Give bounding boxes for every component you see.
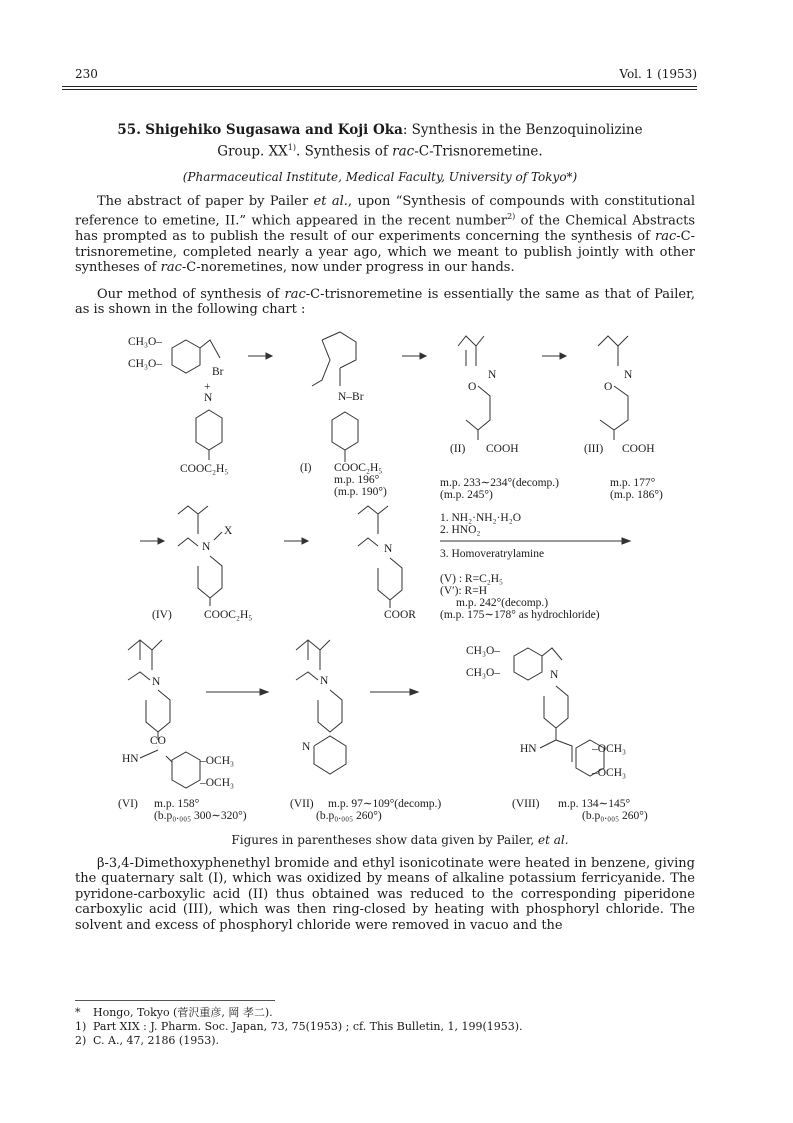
compound-VII-structure bbox=[290, 640, 441, 822]
compound-III-mp: m.p. 177° bbox=[610, 477, 656, 489]
compound-VI-label: (VI) bbox=[118, 798, 138, 810]
volume-label: Vol. 1 (1953) bbox=[619, 67, 697, 81]
compound-IV-structure bbox=[152, 506, 252, 621]
compound-V2-def: (V′): R=H bbox=[440, 585, 488, 597]
step-2: 2. HNO₂ bbox=[440, 524, 481, 536]
p1-c: of the Chemical Abstracts has prompted as to publish the result of our experiments concerning the synthesis of bbox=[75, 213, 696, 245]
compound-VIII-och3-2: –OCH₃ bbox=[592, 767, 627, 779]
compound-III-label: (III) bbox=[584, 443, 604, 455]
compound-II-structure bbox=[440, 336, 559, 501]
pyridine-n: N bbox=[204, 392, 213, 404]
footnote-text-2: C. A., 47, 2186 (1953). bbox=[93, 1034, 220, 1047]
affiliation: (Pharmaceutical Institute, Medical Faculty, University of Tokyo*) bbox=[182, 170, 578, 184]
compound-IV-x: X bbox=[224, 525, 233, 537]
footnote-1 bbox=[75, 1020, 715, 1034]
p1-a: The abstract of paper by Pailer bbox=[97, 194, 314, 209]
compound-VI-mp: m.p. 158° bbox=[154, 798, 200, 810]
compound-VI-hn: HN bbox=[122, 753, 139, 765]
paragraph-3: β-3,4-Dimethoxyphenethyl bromide and ethyl isonicotinate were heated in benzene, giving the quaternary salt (I), which was oxidized by means of alkaline potassium ferricyanide. The pyridone-carboxylic acid (II) thus obtained was reduced to the corresponding piperidone carboxylic acid (III), which was then ring-closed by heating with phosphoryl chloride. The solvent and excess of phosphoryl chloride were removed in vacuo and the bbox=[75, 856, 695, 933]
compound-II-o: O bbox=[468, 381, 477, 393]
footnote-mark-star: * bbox=[75, 1006, 81, 1019]
p2-rac: rac bbox=[284, 287, 306, 302]
ch3o-label-1: CH₃O– bbox=[128, 336, 163, 348]
footnote-2 bbox=[75, 1034, 715, 1048]
compound-III-n: N bbox=[624, 369, 633, 381]
footnote-text-1: Part XIX : J. Pharm. Soc. Japan, 73, 75(1953) ; cf. This Bulletin, 1, 199(1953). bbox=[93, 1020, 523, 1033]
authors: Shigehiko Sugasawa and Koji Oka bbox=[145, 122, 403, 138]
compound-I-mp: m.p. 196° bbox=[334, 474, 380, 486]
footnote-rule bbox=[75, 1000, 275, 1001]
title-text-2: Group. XX bbox=[217, 143, 288, 160]
compound-VIII-ch3o-1: CH₃O– bbox=[466, 645, 501, 657]
compound-VII-bp: (b.p₀.₀₀₅ 260°) bbox=[316, 810, 382, 822]
step-3: 3. Homoveratrylamine bbox=[440, 548, 545, 560]
compound-IV-n: N bbox=[202, 541, 211, 553]
ref-1-sup: 1) bbox=[287, 143, 297, 152]
starting-bromide-structure bbox=[128, 336, 224, 378]
compound-II-label: (II) bbox=[450, 443, 466, 455]
article-number: 55. bbox=[117, 122, 141, 138]
compound-V-coor: COOR bbox=[384, 609, 416, 621]
compound-VI-structure bbox=[118, 640, 247, 822]
starting-ester-label: COOC₂H₅ bbox=[180, 463, 229, 475]
caption-text: Figures in parentheses show data given by Pailer, bbox=[231, 833, 539, 847]
br-label: Br bbox=[212, 366, 224, 378]
compound-I-lit: (m.p. 190°) bbox=[334, 486, 387, 498]
compound-IV-ester: COOC₂H₅ bbox=[204, 609, 253, 621]
compound-I-n-br: N–Br bbox=[338, 391, 364, 403]
compound-III-acid: COOH bbox=[622, 443, 655, 455]
title-text-4: -C-Trisnoremetine. bbox=[414, 143, 543, 160]
compound-V-lit: (m.p. 175∼178° as hydrochloride) bbox=[440, 609, 600, 621]
step-1: 1. NH₂·NH₂·H₂O bbox=[440, 512, 522, 524]
page-number: 230 bbox=[75, 67, 98, 81]
footnote-mark-1: 1) bbox=[75, 1020, 87, 1033]
title-rac: rac bbox=[392, 143, 415, 160]
compound-II-mp: m.p. 233∼234°(decomp.) bbox=[440, 477, 559, 489]
footnote-mark-2: 2) bbox=[75, 1034, 87, 1047]
ref-2-sup: 2) bbox=[507, 212, 516, 222]
plus-sign: + bbox=[204, 381, 211, 393]
p1-etal: et al. bbox=[313, 194, 348, 209]
compound-I-structure bbox=[300, 332, 387, 498]
ch3o-label-2: CH₃O– bbox=[128, 358, 163, 370]
compound-VIII-n: N bbox=[550, 669, 559, 681]
compound-III-structure bbox=[584, 336, 663, 501]
compound-VI-n: N bbox=[152, 676, 161, 688]
caption-etal: et al. bbox=[538, 833, 569, 847]
compound-VIII-och3-1: –OCH₃ bbox=[592, 743, 627, 755]
compound-VII-n2: N bbox=[302, 741, 311, 753]
compound-VIII-label: (VIII) bbox=[512, 798, 540, 810]
p1-rac-2: rac bbox=[160, 259, 182, 275]
compound-VIII-ch3o-2: CH₃O– bbox=[466, 667, 501, 679]
compound-III-o: O bbox=[604, 381, 613, 393]
compound-VI-och3-1: –OCH₃ bbox=[200, 755, 235, 767]
footnote-text-star: Hongo, Tokyo (菅沢重彦, 岡 孝二). bbox=[93, 1006, 273, 1019]
compound-VI-bp: (b.p₀.₀₀₅ 300∼320°) bbox=[154, 810, 247, 822]
compound-VIII-mp: m.p. 134∼145° bbox=[558, 798, 631, 810]
p1-e: -C-noremetines, now under progress in our hands. bbox=[181, 259, 515, 275]
p2-a: Our method of synthesis of bbox=[97, 287, 285, 302]
compound-I-label: (I) bbox=[300, 462, 312, 474]
p1-rac-1: rac bbox=[655, 229, 677, 245]
reaction-conditions bbox=[440, 512, 630, 621]
compound-VII-label: (VII) bbox=[290, 798, 314, 810]
compound-V-mp: m.p. 242°(decomp.) bbox=[456, 597, 549, 609]
title-text-1: : Synthesis in the Benzoquinolizine bbox=[402, 122, 643, 138]
compound-I-ester: COOC₂H₅ bbox=[334, 462, 383, 474]
p2-b: -C-trisnoremetine is essentially the same as that of Pailer, as is shown in the following chart : bbox=[75, 287, 695, 318]
compound-VII-n: N bbox=[320, 675, 329, 687]
title-text-3: . Synthesis of bbox=[296, 143, 393, 160]
compound-V-n: N bbox=[384, 543, 393, 555]
compound-III-lit: (m.p. 186°) bbox=[610, 489, 663, 501]
footnote-affiliation bbox=[75, 1006, 715, 1020]
compound-VIII-bp: (b.p₀.₀₀₅ 260°) bbox=[582, 810, 648, 822]
p1-d: -C-trisnoremetine, completed nearly a year ago, which we meant to publish jointly with other syntheses of bbox=[75, 229, 695, 275]
compound-VII-mp: m.p. 97∼109°(decomp.) bbox=[328, 798, 442, 810]
compound-VIII-hn: HN bbox=[520, 743, 537, 755]
scheme-caption bbox=[60, 833, 740, 847]
compound-II-acid: COOH bbox=[486, 443, 519, 455]
p1-b: , upon “Synthesis of compounds with constitutional reference to emetine, II.” which appeared in the recent number bbox=[75, 194, 696, 229]
compound-VIII-structure bbox=[466, 645, 648, 822]
compound-II-lit: (m.p. 245°) bbox=[440, 489, 493, 501]
compound-VI-och3-2: –OCH₃ bbox=[200, 777, 235, 789]
compound-V-def: (V) : R=C₂H₅ bbox=[440, 573, 504, 585]
compound-V-structure bbox=[358, 506, 416, 621]
compound-IV-label: (IV) bbox=[152, 609, 172, 621]
ethyl-isonicotinate-structure bbox=[180, 381, 228, 475]
compound-VI-co: CO bbox=[150, 735, 166, 747]
compound-II-n: N bbox=[488, 369, 497, 381]
